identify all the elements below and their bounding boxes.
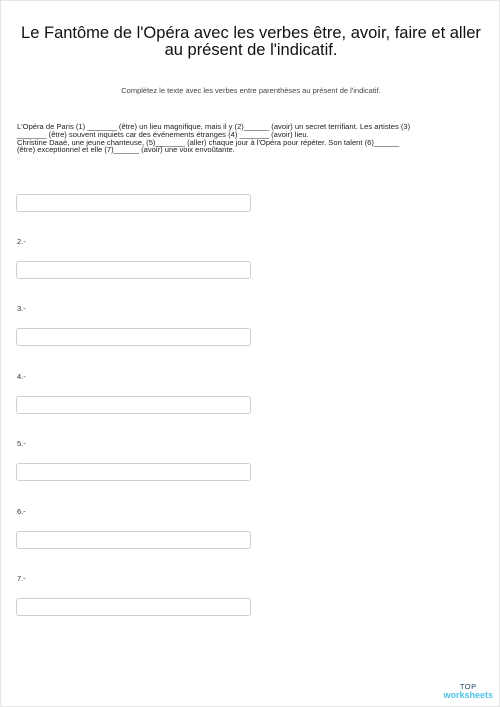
logo-top-text: TOP — [459, 682, 477, 691]
question-label-3: 3.- — [17, 304, 26, 313]
page-title: Le Fantôme de l'Opéra avec les verbes être, avoir, faire et aller au présent de l'indicatif. — [21, 24, 481, 59]
answer-input-1[interactable] — [16, 194, 251, 212]
answer-input-2[interactable] — [16, 261, 251, 279]
answer-input-7[interactable] — [16, 598, 251, 616]
answer-input-6[interactable] — [16, 531, 251, 549]
answer-input-5[interactable] — [16, 463, 251, 481]
question-label-6: 6.- — [17, 507, 26, 516]
answer-input-4[interactable] — [16, 396, 251, 414]
paragraph-line: Christine Daaé, une jeune chanteuse, (5)_______ (aller) chaque jour à l'Opéra pour répéter. Son talent (6)______ — [17, 137, 400, 147]
paragraph-line: _______ (être) souvent inquiets car des événements étranges (4) _______ (avoir) lieu. — [17, 129, 309, 139]
question-label-2: 2.- — [17, 237, 26, 246]
question-label-5: 5.- — [17, 439, 26, 448]
instruction-text: Complétez le texte avec les verbes entre parenthèses au présent de l'indicatif. — [121, 86, 381, 95]
logo-bottom-text: worksheets — [443, 690, 493, 700]
topworksheets-logo — [443, 682, 493, 700]
answer-input-3[interactable] — [16, 328, 251, 346]
exercise-paragraph — [17, 123, 487, 154]
question-label-7: 7.- — [17, 574, 26, 583]
paragraph-line: L'Opéra de Paris (1) _______ (être) un lieu magnifique, mais il y (2)______ (avoir) un secret terrifiant. Les artistes (3) — [17, 122, 411, 131]
question-label-4: 4.- — [17, 372, 26, 381]
paragraph-line: (être) exceptionnel et elle (7)______ (avoir) une voix envoûtante. — [17, 145, 235, 155]
